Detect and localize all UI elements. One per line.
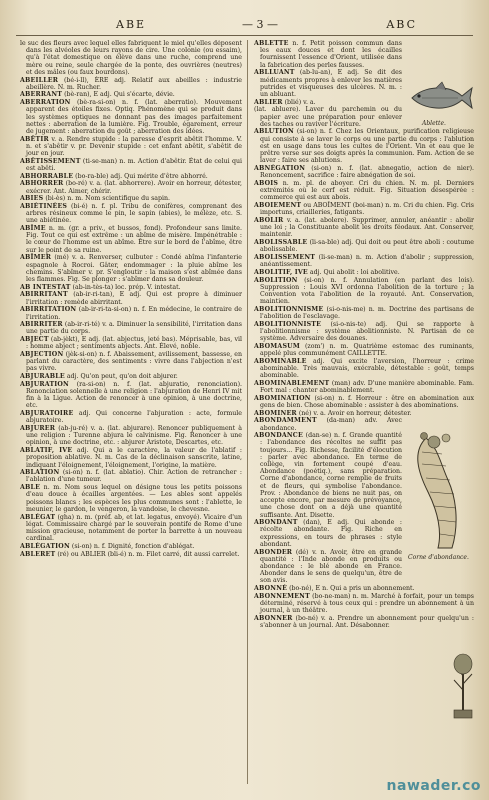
dictionary-entry (20, 373, 242, 380)
entry-definition: adj. Qui excite l'aversion, l'horreur : crime abominable. Très mauvais, exécrable, détestable : goût, temps abominable. (260, 357, 474, 380)
entry-definition: (si-on) n. f. Dignité, fonction d'ablégat. (71, 542, 195, 550)
entry-definition: (bi-ès) n. m. Nom scientifique du sapin. (45, 195, 171, 203)
entry-definition: (da-man) adv. Avec abondance. (260, 417, 402, 432)
entry-headword: ABERRATION (20, 99, 71, 107)
entry-headword: ABIES (20, 195, 44, 203)
entry-headword: ABERRANT (20, 91, 63, 99)
dictionary-entry (254, 40, 474, 69)
dictionary-entry (20, 321, 242, 335)
dictionary-entry (254, 585, 474, 592)
cornucopia-illustration (408, 432, 474, 562)
header-rule (16, 35, 473, 36)
entry-headword: ABIÉTINÉES (20, 202, 68, 210)
entry-definition: (dan-se) n. f. Grande quantité : l'abondance des récoltes ne suffit pas toujours... Fig. Richesse, facilité d'élocution : parler avec abondance. En terme de collège, vin fortement coupé d'eau. Abondance (poétiq.), sans préparation. Corne d'abondance, corne remplie de fruits et de fleurs, qui symbolise l'abondance. Prov. : Abondance de biens ne nuit pas, on accepte encore, par mesure de prévoyance, une chose dont on a déjà une quantité suffisante. Ant. Disette. (260, 432, 402, 519)
entry-headword: ABLLUANT (254, 69, 295, 77)
entry-headword: ABONDANT (254, 519, 298, 527)
dictionary-entry (254, 306, 474, 320)
dictionary-entry (20, 381, 242, 410)
entry-definition: (ab-ju-ré) v. a. (lat. abjurare). Renoncer publiquement à une religion : Turenne abjura le calvinisme. Fig. Renoncer à une opinion, à une doctrine, etc. : abjurer Aristote, Descartes, etc. (26, 425, 242, 447)
entry-headword: ABOMINABLEMENT (254, 379, 330, 387)
entry-definition: (mé) v. a. Renverser, culbuter : Condé abîma l'infanterie espagnole à Rocroi. Gâter, endommager : la pluie abîme les chemins. S'abîmer v. pr. S'engloutir : la maison s'est abîmée dans les flammes. Fig. Se plonger : s'abîmer dans sa douleur. (26, 254, 242, 283)
entry-definition: (bè-ran), E adj. Qui s'écarte, dévie. (64, 91, 175, 99)
entry-headword: ABNÉGATION (254, 164, 306, 172)
entry-headword: ABOLISSABLE (254, 238, 308, 246)
dictionary-entry (20, 195, 242, 202)
entry-headword: ABIRRITATION (20, 306, 77, 314)
dictionary-entry (20, 410, 242, 424)
entry-definition: (si-o-nis-te) adj. Qui se rapporte à l'abolitionnisme : système abolitionniste. N. Partisan de ce système. Adversaire des douanes. (260, 320, 474, 343)
left-column (20, 40, 242, 784)
dictionary-entry (20, 225, 242, 254)
entry-definition: v. a. (lat. abolere). Supprimer, annuler, anéantir : abolir une loi ; la Constituante abolit les droits féodaux. Ant. Conserver, maintenir. (260, 216, 474, 239)
dictionary-entry (20, 484, 242, 513)
dictionary-entry (20, 336, 242, 350)
entry-headword: ABONDANCE (254, 432, 303, 440)
entry-headword: ABOLITIF, IVE (254, 268, 308, 276)
entry-headword: ABOMINABLE (254, 357, 307, 365)
dictionary-entry (254, 343, 474, 357)
dictionary-entry (254, 277, 474, 306)
entry-definition: (si-on) n. f. (lat. ablatio). Chir. Action de retrancher : l'ablation d'une tumeur. (26, 469, 242, 484)
fish-caption: Ablette. (422, 120, 446, 127)
entry-headword: ABLUTION (254, 128, 294, 136)
dictionary-entry (254, 417, 474, 431)
entry-definition: (bo-ré) v. a. (lat. abhorrere). Avoir en horreur, détester, exécrer. Ant. Aimer, chérir. (26, 180, 242, 195)
dictionary-entry (254, 269, 474, 276)
dictionary-entry (254, 217, 474, 239)
entry-headword: ABONDAMMENT (254, 417, 317, 425)
entry-definition: (jèk-si-on) n. f. Abaissement, avilissement, bassesse, en parlant du caractère, des sentiments : vivre dans l'abjection n'est pas vivre. (26, 351, 242, 373)
dictionary-entry (254, 239, 474, 253)
dictionary-entry (254, 128, 474, 164)
page-number: — 3 — (242, 18, 278, 31)
entry-headword: ABOLITION (254, 276, 298, 284)
entry-headword: ABIRRITANT (20, 291, 68, 299)
entry-headword: ABÎME (20, 225, 46, 233)
entry-headword: ABLÉGATION (20, 542, 70, 550)
entry-definition: (bo-né), E n. Qui a pris un abonnement. (289, 585, 415, 593)
dictionary-entry (20, 291, 242, 305)
dictionary-entry (20, 77, 242, 91)
entry-headword: ABJECTION (20, 351, 64, 359)
dictionary-entry (20, 425, 242, 447)
dictionary-entry (254, 165, 474, 179)
cornucopia-icon (408, 432, 474, 552)
entry-definition: (li-sa-ble) adj. Qui doit ou peut être aboli : coutume abolissable. (260, 238, 474, 254)
entry-headword: ABLÉGAT (20, 513, 56, 521)
entry-headword: ABLERET (20, 550, 56, 558)
entry-definition: n. m. pl. de aboyer. Cri du chien. N. m. pl. Derniers extrémités où le cerf est réduit. Fig. Situation désespérée : commerce qui est aux abois. (260, 179, 474, 202)
entry-definition: (bé-i-ll), ÈRE adj. Relatif aux abeilles : industrie abeillère. N. m. Rucher. (26, 76, 242, 91)
entry-definition: (dé) v. n. Avoir, être en grande quantité : l'Inde abonde en produits ou abondance : le blé abonde en France. Abonder dans le sens de quelqu'un, être de son avis. (260, 548, 402, 585)
entry-definition: adj. Qui concerne l'abjuration : acte, formule abjuratoire. (26, 410, 242, 425)
entry-definition: (si-o-nis-me) n. m. Doctrine des partisans de l'abolition de l'esclavage. (260, 305, 474, 321)
entry-definition: (si-on) n. f. Horreur : être en abomination aux gens de bien. Chose abominable : assister à des abominations. (260, 394, 474, 409)
entry-definition: (né) v. a. Avoir en horreur, détester. (298, 409, 412, 417)
dictionary-entry (254, 180, 474, 202)
header-right-guideword: ABC (386, 18, 417, 31)
entry-definition: (ré) ou ABLIER (bli-é) n. m. Filet carré, dit aussi carrelet. (57, 550, 240, 558)
entry-definition: (ab-jèkt), E adj. (lat. abjectus, jeté bas). Méprisable, bas, vil : homme abject ; sentiments abjects. Ant. Élevé, noble. (26, 336, 242, 351)
entry-definition: (ra-si-on) n. f. (lat. abjuratio, renonciation). Renonciation solennelle à une religion : l'abjuration de Henri IV mit fin à la Ligue. Action de renoncer à une opinion, à une doctrine, etc. (26, 380, 242, 410)
entry-definition: adj. Qu'on peut, qu'on doit abjurer. (66, 373, 178, 381)
entry-headword: ABJURER (20, 425, 56, 433)
dictionary-entry (254, 593, 474, 615)
entry-definition: (bo-né) v. a. Prendre un abonnement pour quelqu'un : s'abonner à un journal. Ant. Désabonner. (260, 614, 474, 630)
entry-headword: ABJURABLE (20, 373, 65, 381)
cornucopia-caption: Corne d'abondance. (408, 554, 469, 561)
entry-definition: (ab-lu-an), E adj. Se dit des médicaments propres à enlever les matières putrides et visqueuses des ulcères. N. m. : un abluant. (260, 69, 402, 98)
ablette-illustration (408, 78, 474, 130)
entry-headword: ABÊTIR (20, 135, 49, 143)
entry-definition: (bè-ra-si-on) n. f. (lat. aberratio). Mouvement apparent des étoiles fixes. Optiq. Phénomène qui se produit dans les systèmes optiques ne donnant pas des images parfaitement nettes : aberration de la lumière. Fig. Trouble, égarement, erreur de jugement : aberration du goût ; aberration des idées. (26, 99, 242, 135)
entry-headword: ABOLIR (254, 216, 284, 224)
dictionary-entry (20, 158, 242, 172)
dictionary-entry (20, 180, 242, 194)
entry-headword: ABJECT (20, 336, 49, 344)
entry-definition: le suc des fleurs avec lequel elles fabriquent le miel qu'elles déposent dans les alvéoles de leurs rayons de cire. Une colonie (ou essaim), qu'à l'état domestique on élève dans une ruche, comprend une mère ou reine, seule chargée de la ponte, des ouvrières (neutres) et des mâles (ou faux bourdons). (20, 40, 242, 76)
small-tree-illustration (448, 650, 478, 720)
entry-headword: ABLIER (254, 98, 283, 106)
right-column (254, 40, 474, 784)
entry-definition: (man) adv. D'une manière abominable. Fam. Fort mal : chanter abominablement. (260, 379, 474, 395)
dictionary-entry (254, 615, 474, 629)
entry-definition: n. f. Petit poisson commun dans les eaux douces et dont les écailles fournissent l'essence d'Orient, utilisée dans la fabrication des perles fausses. (260, 40, 402, 69)
dictionary-entry (20, 136, 242, 158)
entry-headword: ABLATIF, IVE (20, 447, 73, 455)
entry-definition: adj. Qui a le caractère, la valeur de l'ablatif : proposition ablative. N. m. Cas de la déclinaison sanscrite, latine, indiquant l'éloignement, l'éloignement, l'origine, la matière. (26, 447, 242, 469)
entry-headword: ABIRRITER (20, 321, 63, 329)
entry-headword: ABÊTISSEMENT (20, 157, 81, 165)
entry-headword: ABLE (20, 484, 41, 492)
header-left-guideword: ABE (116, 18, 147, 31)
entry-definition: (ab-in-tès-ta) loc. prép. V. intestat. (72, 283, 181, 291)
watermark: nawader.co (386, 778, 481, 794)
entry-headword: ABJURATION (20, 380, 69, 388)
dictionary-entry (20, 514, 242, 543)
entry-headword: ABONNÉ (254, 585, 288, 593)
entry-headword: AB INTESTAT (20, 283, 71, 291)
entry-headword: ABONNER (254, 614, 293, 622)
entry-headword: ABHORRER (20, 180, 64, 188)
dictionary-entry (254, 321, 474, 343)
entry-headword: ABEILLER (20, 76, 59, 84)
entry-headword: ABJURATOIRE (20, 410, 74, 418)
entry-definition: n. m. (gr. a priv., et bussos, fond). Profondeur sans limite. Fig. Tout ce qui est extrême : un abîme de misère. Impénétrable : le cœur de l'homme est un abîme. Être sur le bord de l'abîme, être sur le point de sa ruine. (26, 225, 242, 254)
entry-definition: (bo-ra-ble) adj. Qui mérite d'être abhorré. (75, 172, 208, 180)
entry-headword: ABOMINER (254, 409, 297, 417)
entry-definition: (ti-se-man) n. m. Action d'abêtir. État de celui qui est abêti. (26, 157, 242, 172)
entry-definition: (si-on) n. f. Annulation (en parlant des lois). Suppression : Louis XVI ordonna l'abolition de la torture ; la Convention vota l'abolition de la royauté. Ant. Conservation, maintien. (260, 276, 474, 306)
entry-headword: ABOMASUM (254, 342, 300, 350)
entry-definition: (si-on) n. f. Chez les Orientaux, purification religieuse qui consiste à se laver le corps ou une partie du corps : l'ablution est en usage dans tous les cultes de l'Orient. Vin et eau que le prêtre verse sur ses doigts après la communion. Fam. Action de se laver : faire ses ablutions. (260, 128, 474, 165)
entry-headword: ABOLITIONNISME (254, 305, 324, 313)
entry-definition: (gha) n. m. (préf. ab, et lat. legatus, envoyé). Vicaire d'un légat. Commissaire chargé par le souverain pontife de Rome d'une mission gracieuse, notamment de porter la barrette à un nouveau cardinal. (26, 513, 242, 543)
dictionary-entry (20, 91, 242, 98)
entry-definition: adj. Qui abolit : loi abolitive. (309, 268, 400, 276)
entry-headword: ABOMINATION (254, 394, 311, 402)
entry-definition: (blié) v. a. (284, 98, 316, 106)
page-header (16, 18, 473, 34)
dictionary-entry (254, 395, 474, 409)
dictionary-entry (254, 202, 474, 216)
dictionary-entry (254, 380, 474, 394)
entry-definition: v. a. Rendre stupide : la paresse d'esprit abêtit l'homme. V. n. et s'abêtir v. pr. Devenir stupide : cet enfant abêtit, s'abêtit de jour en jour. (26, 135, 242, 158)
dictionary-entry (20, 351, 242, 373)
dictionary-entry (20, 469, 242, 483)
column-divider (247, 40, 248, 784)
entry-definition: (li-se-man) n. m. Action d'abolir ; suppression, anéantissement. (260, 253, 474, 269)
dictionary-entry (254, 358, 474, 380)
entry-headword: ABÎMER (20, 254, 52, 262)
dictionary-entry (20, 306, 242, 320)
dictionary-entry (254, 410, 474, 417)
dictionary-entry (254, 254, 474, 268)
entry-headword: ABOIEMENT (254, 201, 302, 209)
dictionary-entry (20, 543, 242, 550)
dictionary-entry (20, 173, 242, 180)
entry-headword: ABONDER (254, 548, 293, 556)
entry-headword: ABONNEMENT (254, 592, 310, 600)
entry-definition: (bo-ne-man) n. m. Marché à forfait, pour un temps déterminé, réservé à tous ceux qui : prendre un abonnement à un journal, à un théâtre. (260, 592, 474, 615)
entry-definition: n. m. Nom sous lequel on désigne tous les petits poissons d'eau douce à écailles argentées. — Les ables sont appelés poissons blancs ; les espèces les plus communes sont : l'ablette, le meunier, le gardon, le vengeron, la vandoise, le chevesne. (26, 484, 242, 513)
entry-headword: ABLATION (20, 469, 60, 477)
entry-definition: (si-on) n. f. (lat. abnegatio, action de nier). Renoncement, sacrifice : faire abnégation de soi. (260, 164, 474, 180)
dictionary-entry (20, 551, 242, 558)
entry-headword: ABOLITIONNISTE (254, 320, 322, 328)
entry-definition: (zom') n. m. Quatrième estomac des ruminants, appelé plus communément CAILLETTE. (260, 342, 474, 358)
dictionary-entry (20, 447, 242, 469)
dictionary-entry (20, 203, 242, 225)
dictionary-entry (20, 254, 242, 283)
entry-definition: (lat. abluere). Laver du parchemin ou du papier avec une préparation pour enlever des taches ou raviver l'écriture. (254, 106, 402, 128)
plant-icon (448, 650, 478, 720)
dictionary-entry (20, 99, 242, 135)
entry-definition: (dan), E adj. Qui abonde : récolte abondante. Fig. Riche en expressions, en tours de phrases : style abondant. (260, 519, 402, 548)
entry-headword: ABLETTE (254, 40, 289, 47)
entry-headword: ABHORRABLE (20, 172, 74, 180)
fish-icon (408, 78, 474, 118)
dictionary-entry (20, 40, 242, 76)
entry-definition: (ab-ir-ri-ta-si-on) n. f. En médecine, le contraire de l'irritation. (26, 306, 242, 321)
dictionary-entry (20, 284, 242, 291)
entry-definition: (bi-é) n. f. pl. Tribu de conifères, comprenant des arbres résineux comme le pin, le sapin (abies), le mélèze, etc. S. une abiétinée. (26, 202, 242, 225)
entry-definition: ou ABOÎMENT (boi-man) n. m. Cri du chien. Fig. Cris importuns, criailleries, fatigants. (260, 201, 474, 217)
entry-headword: ABOIS (254, 179, 279, 187)
entry-headword: ABOLISSEMENT (254, 253, 316, 261)
entry-definition: (ab-ir-ri-té) v. a. Diminuer la sensibilité, l'irritation dans une partie du corps. (26, 321, 242, 336)
entry-definition: (ab-ir-ri-tan), E adj. Qui est propre à diminuer l'irritation : remède abirritant. (26, 291, 242, 306)
